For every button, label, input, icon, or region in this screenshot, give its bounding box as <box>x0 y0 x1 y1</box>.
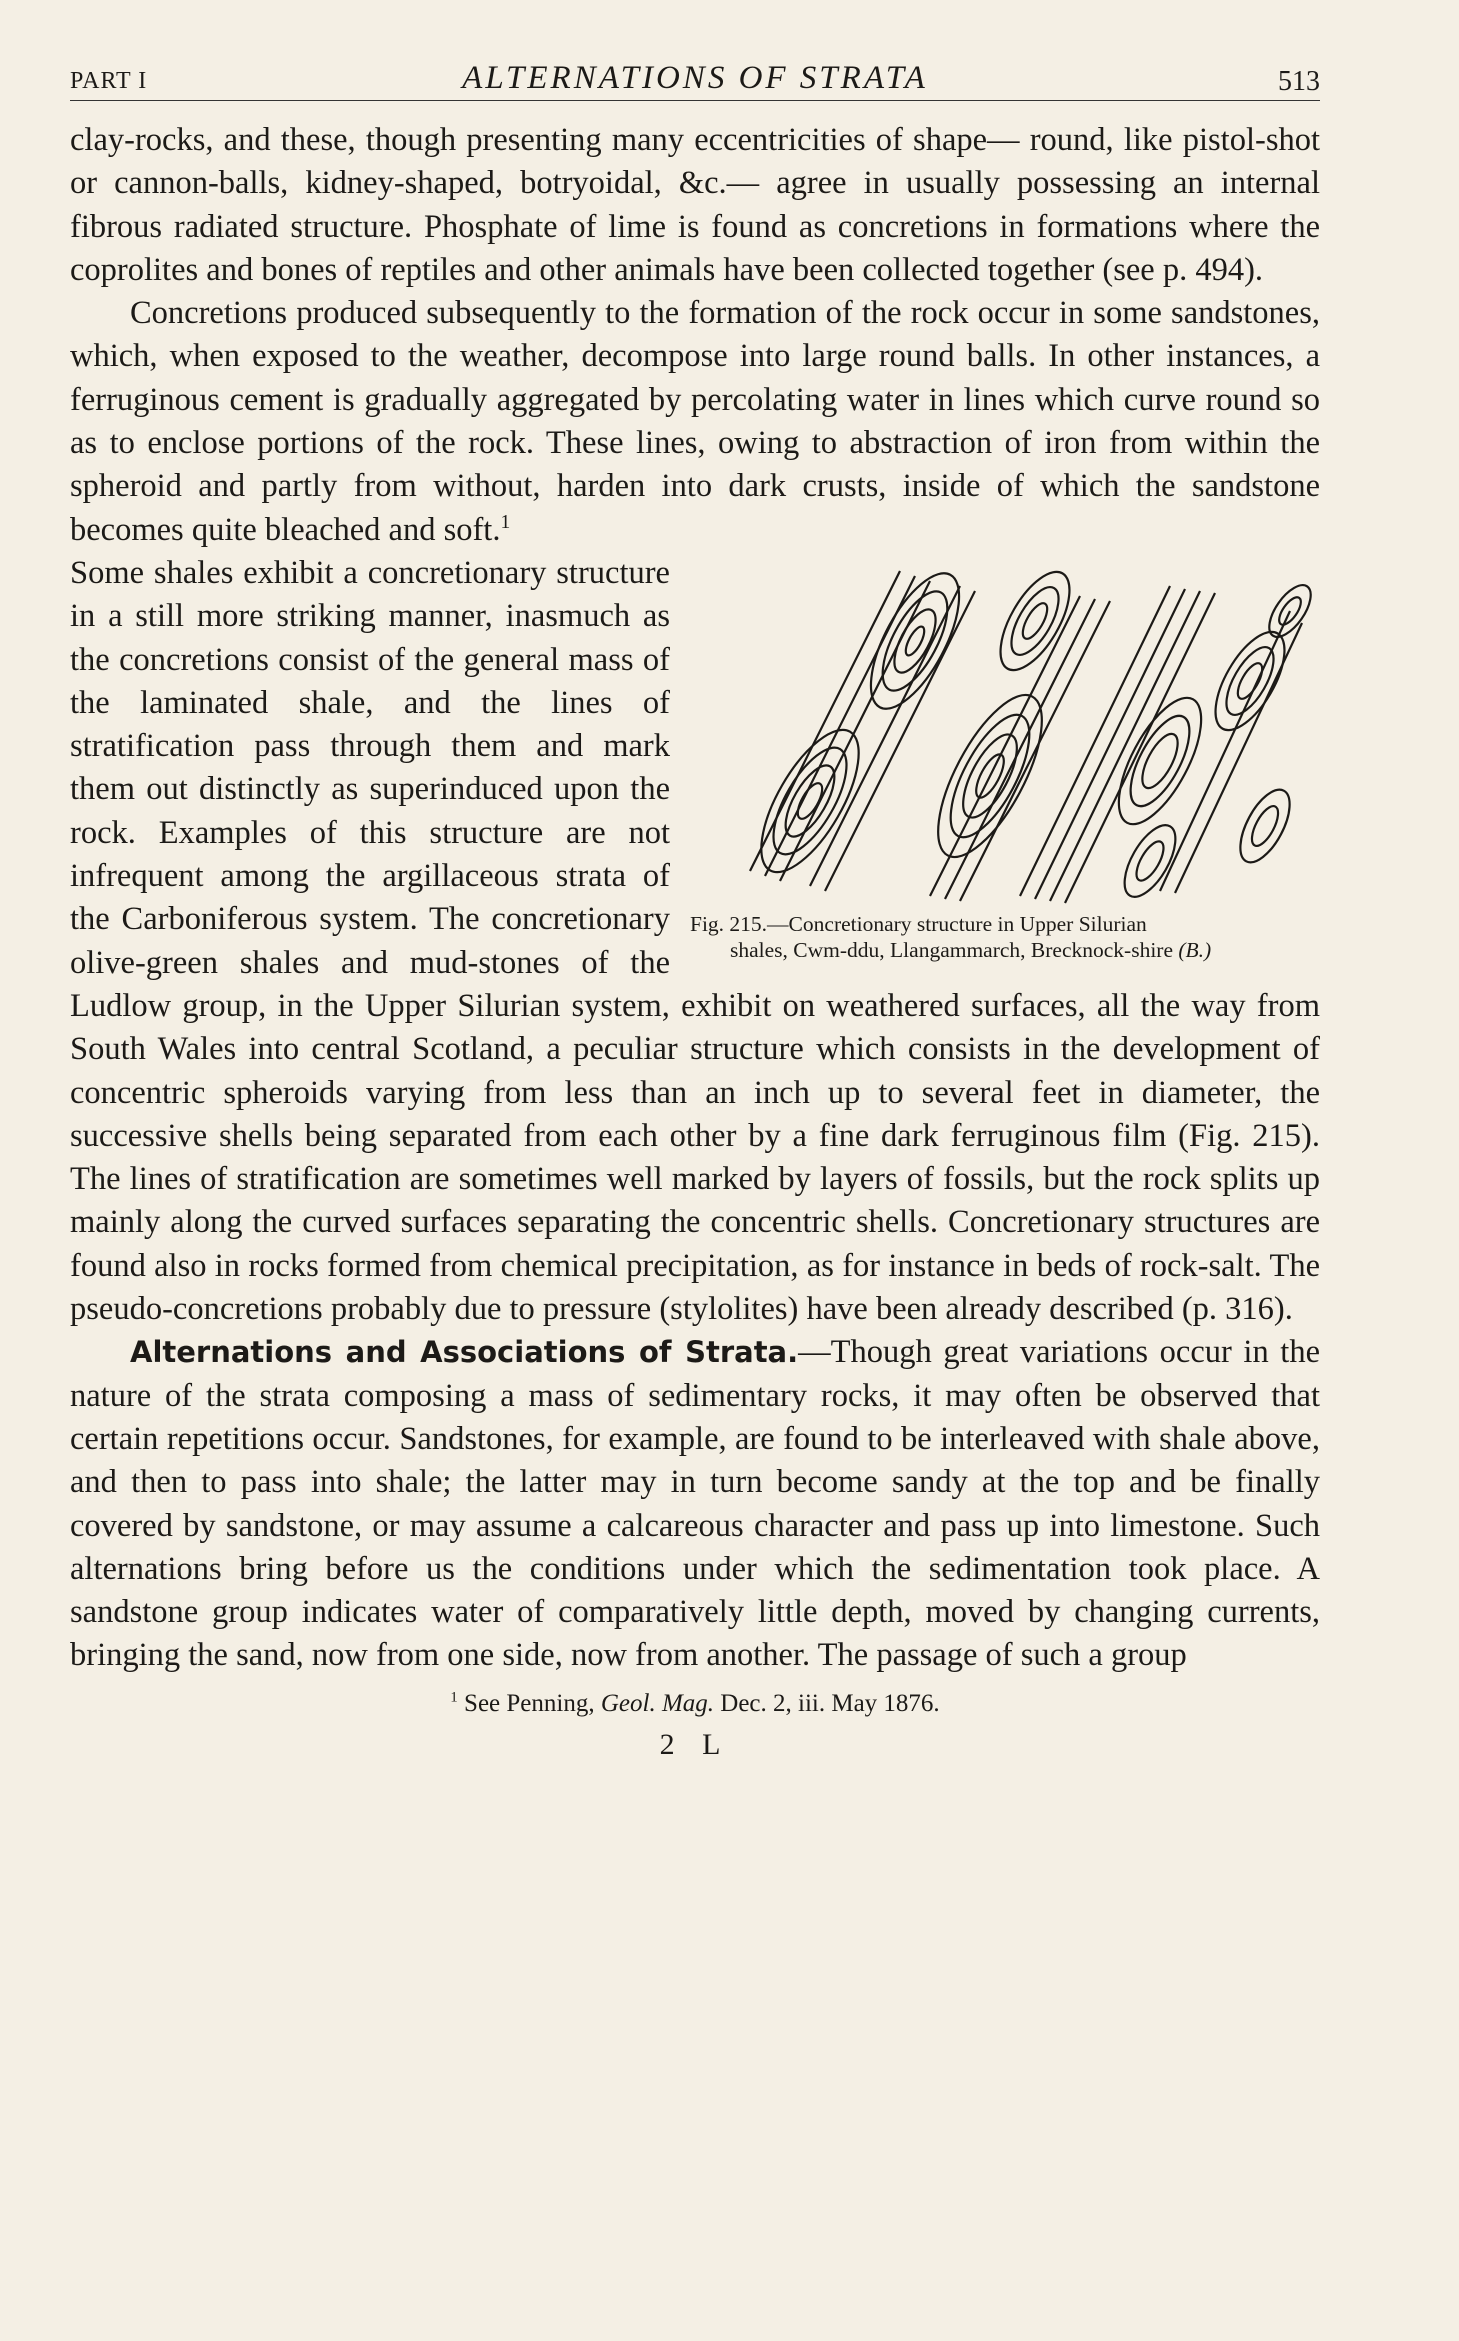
footnote-mark: 1 <box>450 1689 458 1706</box>
paragraph-1: clay-rocks, and these, though presenting many eccentricities of shape— round, like pistol-shot or cannon-balls, kidney-shaped, botryoidal, &c.— agree in usually possessing an internal fibrous radiated structure. Phosphate of lime is found as concretions in formations where the coprolites and bones of reptiles and other animals have been collected together (see p. 494). <box>70 122 1320 288</box>
paragraph-2 <box>70 292 1320 552</box>
part-label: PART I <box>70 68 148 94</box>
footnote-journal: Geol. Mag. <box>600 1689 715 1717</box>
footnote-reference: 1 <box>500 511 511 533</box>
figure-215 <box>690 551 1320 963</box>
page-number: 513 <box>1278 66 1320 97</box>
page-title: ALTERNATIONS OF STRATA <box>462 60 928 96</box>
concretionary-structure-illustration <box>690 551 1320 911</box>
running-header <box>70 60 1320 101</box>
page <box>70 60 1320 1762</box>
paragraph-2-continued: Some shales exhibit a concretionary structure in a still more striking manner, inasmuch as the concretions consist of the general mass of the laminated shale, and the lines of stratification pass through them and mark them out distinctly as superinduced upon the rock. Examples of this structure are not infrequent among the argillaceous strata of the Carboniferous system. The concretionary olive-green shales and mud-stones of the Ludlow group, in the Upper Silurian system, exhibit on weathered surfaces, all the way from South Wales into central Scotland, a peculiar structure which consists in the development of concentric spheroids varying from less than an inch up to several feet in diameter, the successive shells being separated from each other by a fine dark ferruginous film (Fig. 215). The lines of stratification are sometimes well marked by layers of fossils, but the rock splits up mainly along the curved surfaces separating the concentric shells. Concretionary structures are found also in rocks formed from chemical precipitation, as for instance in beds of rock-salt. The pseudo-concretions probably due to pressure (stylolites) have been already described (p. 316). <box>70 554 1320 1328</box>
footnote-prefix: See Penning, <box>457 1689 601 1717</box>
caption-main: Fig. 215.—Concretionary structure in Upper Silurian <box>690 911 1147 936</box>
caption-location: shales, Cwm-ddu, Llangammarch, Brecknock-shire <box>730 937 1174 962</box>
paragraph-3-text: —Though great variations occur in the nature of the strata composing a mass of sedimentary rocks, it may often be observed that certain repetitions occur. Sandstones, for example, are found to be interleaved with shale above, and then to pass into shale; the latter may in turn become sandy at the top and be finally covered by sandstone, or may assume a calcareous character and pass up into limestone. Such alternations bring before us the conditions under which the sedimentation took place. A sandstone group indicates water of comparatively little depth, moved by changing currents, bringing the sand, now from one side, now from another. The passage of such a group <box>70 1334 1320 1674</box>
section-heading: Alternations and Associations of Strata. <box>130 1335 799 1370</box>
footnote-citation: Dec. 2, iii. May 1876. <box>714 1689 940 1717</box>
caption-credit: (B.) <box>1178 937 1212 962</box>
paragraph-2-part-a: Concretions produced subsequently to the formation of the rock occur in some sandstones, which, when exposed to the weather, decompose into large round balls. In other instances, a ferruginous cement is gradually aggregated by percolating water in lines which curve round so as to enclose portions of the rock. These lines, owing to abstraction of iron from within the spheroid and partly from without, harden into dark crusts, inside of which the sandstone becomes quite bleached and soft. <box>70 295 1320 548</box>
body-text <box>70 119 1320 1678</box>
signature-mark: 2 L <box>659 1727 731 1761</box>
figure-caption <box>690 911 1320 963</box>
paragraph-3 <box>70 1331 1320 1677</box>
footnote <box>70 1690 1320 1718</box>
